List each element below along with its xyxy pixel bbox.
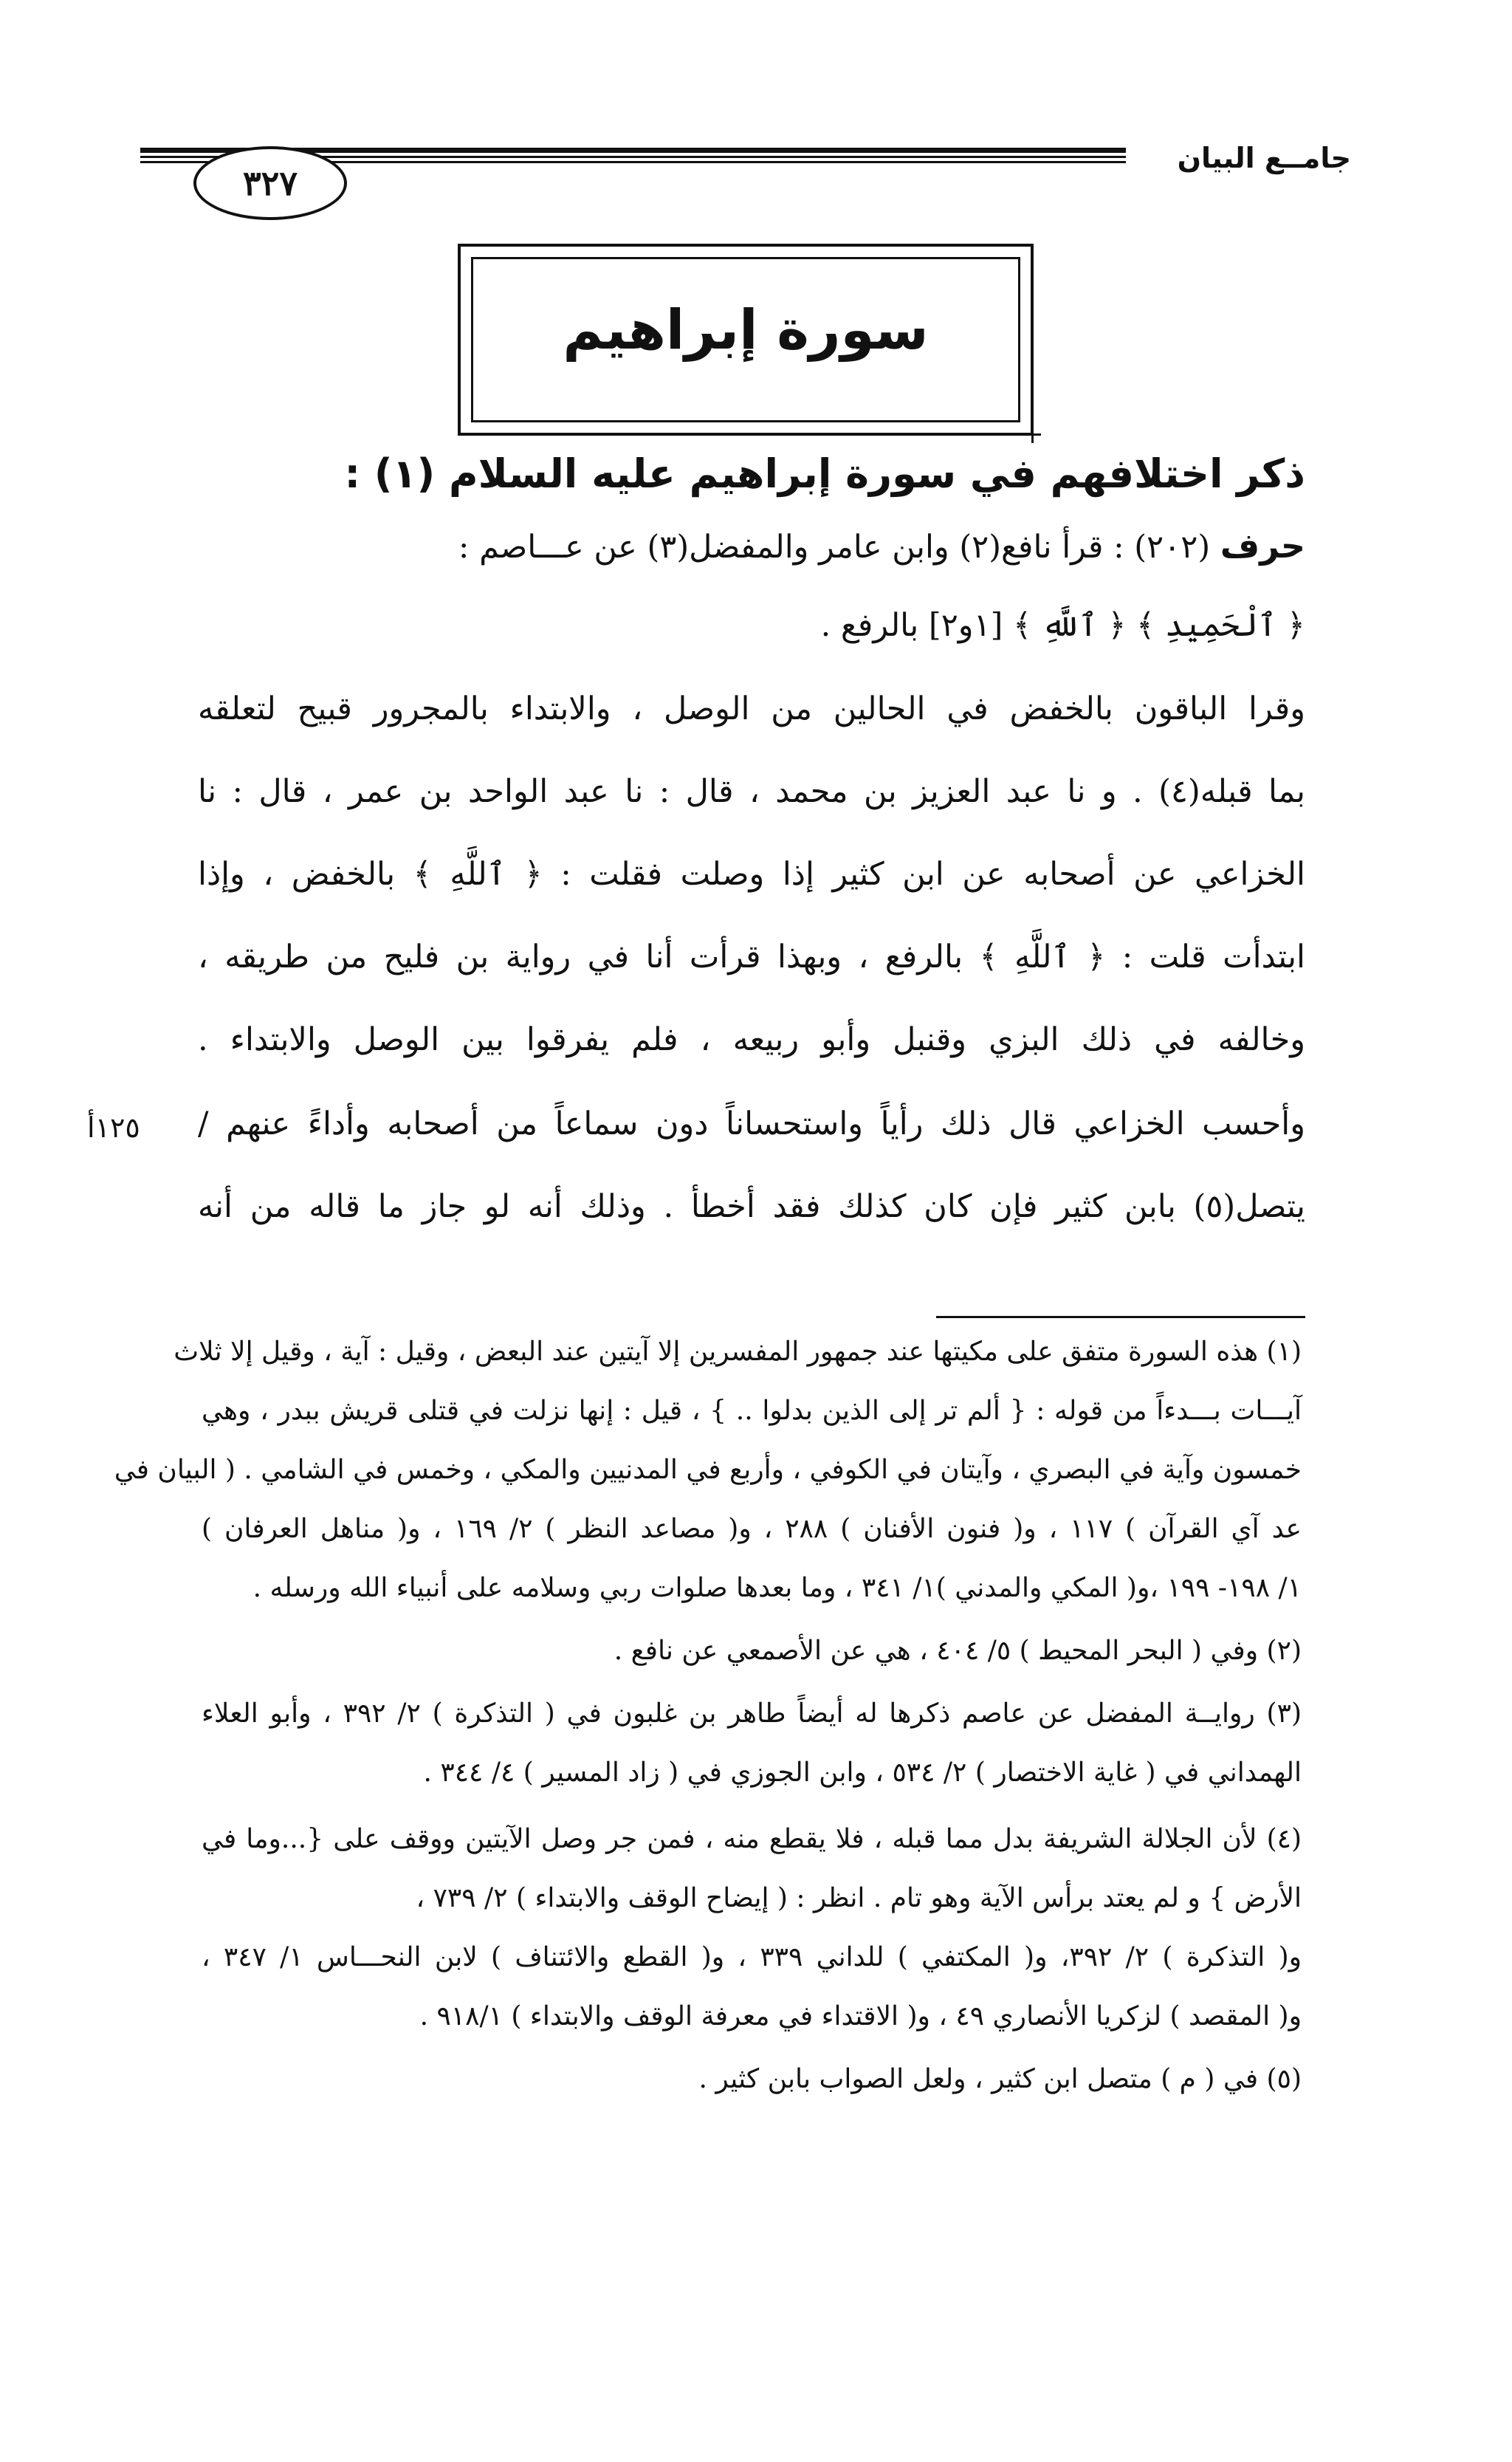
body-line: ﴿ ٱلْحَمِيدِ ﴾ ﴿ ٱللَّهِ ﴾ [١و٢] بالرفع . <box>820 607 1305 644</box>
section-heading: ذكر اختلافهم في سورة إبراهيم عليه السلام (١) : <box>344 450 1305 497</box>
box-shadow-right <box>1031 254 1041 443</box>
surah-title: سورة إبراهيم <box>563 298 929 362</box>
page-number: ٣٢٧ <box>193 146 347 220</box>
body-line <box>198 526 1305 566</box>
footnote-line: (٤) لأن الجلالة الشريفة بدل مما قبله ، فلا يقطع منه ، فمن جر وصل الآيتين ووقف على {...وما في <box>202 1824 1302 1854</box>
footnote-line: (٢) وفي ( البحر المحيط ) ٥/ ٤٠٤ ، هي عن الأصمعي عن نافع . <box>614 1636 1302 1666</box>
footnote-line: خمسون وآية في البصري ، وآيتان في الكوفي ، وأربع في المدنيين والمكي ، وخمس في الشامي . ( البيان في <box>114 1455 1302 1485</box>
body-line: يتصل(٥) بابن كثير فإن كان كذلك فقد أخطأ . وذلك أنه لو جاز ما قاله من أنه <box>198 1188 1305 1225</box>
footnote-line: (١) هذه السورة متفق على مكيتها عند جمهور المفسرين إلا آيتين عند البعض ، وقيل : آية ، وقيل إلا ثلاث <box>173 1337 1302 1367</box>
harf-label: حرف <box>1220 526 1305 566</box>
footnote-line: آيـــات بـــدءاً من قوله : { ألم تر إلى الذين بدلوا .. } ، قيل : إنها نزلت في قتلى قريش ببدر ، وهي <box>202 1396 1302 1426</box>
footnote-line: الهمداني في ( غاية الاختصار ) ٢/ ٥٣٤ ، وابن الجوزي في ( زاد المسير ) ٤/ ٣٤٤ . <box>423 1758 1302 1788</box>
footnote-line: و( التذكرة ) ٢/ ٣٩٢، و( المكتفي ) للداني ٣٣٩ ، و( القطع والائتناف ) لابن النحـــاس ١/ ٣٤٧ ، <box>202 1942 1302 1972</box>
footnote-separator <box>936 1316 1305 1318</box>
book-title: جامــع البيان <box>1177 142 1351 174</box>
header-rule <box>140 148 1126 203</box>
footnote-line: عد آي القرآن ) ١١٧ ، و( فنون الأفنان ) ٢٨٨ ، و( مصاعد النظر ) ٢/ ١٦٩ ، و( مناهل العرفان ) <box>202 1514 1302 1544</box>
running-header <box>140 124 1351 213</box>
footnote-line: (٥) في ( م ) متصل ابن كثير ، ولعل الصواب بابن كثير . <box>698 2064 1302 2094</box>
body-line-text: (٢٠٢) : قرأ نافع(٢) وابن عامر والمفضل(٣) عن عـــاصم : <box>458 529 1220 566</box>
box-shadow-bottom <box>468 433 1041 443</box>
margin-folio-note: ١٢٥أ <box>87 1111 140 1144</box>
surah-title-box <box>458 244 1034 436</box>
body-line: وأحسب الخزاعي قال ذلك رأياً واستحساناً دون سماعاً من أصحابه وأداءً عنهم / <box>198 1105 1305 1142</box>
footnote-line: ١/ ١٩٨- ١٩٩ ،و( المكي والمدني )١/ ٣٤١ ، وما بعدها صلوات ربي وسلامه على أنبياء الله ورسله . <box>252 1573 1302 1603</box>
body-line: ابتدأت قلت : ﴿ ٱللَّهِ ﴾ بالرفع ، وبهذا قرأت أنا في رواية بن فليح من طريقه ، <box>198 939 1305 975</box>
body-line: الخزاعي عن أصحابه عن ابن كثير إذا وصلت فقلت : ﴿ ٱللَّهِ ﴾ بالخفض ، وإذا <box>198 856 1305 893</box>
body-line: وخالفه في ذلك البزي وقنبل وأبو ربيعه ، فلم يفرقوا بين الوصل والابتداء . <box>198 1021 1305 1058</box>
footnote-line: و( المقصد ) لزكريا الأنصاري ٤٩ ، و( الاقتداء في معرفة الوقف والابتداء ) ٩١٨/١ . <box>419 2001 1302 2031</box>
footnote-line: (٣) روايــة المفضل عن عاصم ذكرها له أيضاً طاهر بن غلبون في ( التذكرة ) ٢/ ٣٩٢ ، وأبو العلاء <box>202 1698 1302 1729</box>
footnote-line: الأرض } و لم يعتد برأس الآية وهو تام . انظر : ( إيضاح الوقف والابتداء ) ٢/ ٧٣٩ ، <box>416 1883 1302 1913</box>
body-line: وقرا الباقون بالخفض في الحالين من الوصل ، والابتداء بالمجرور قبيح لتعلقه <box>198 690 1305 727</box>
body-line: بما قبله(٤) . و نا عبد العزيز بن محمد ، قال : نا عبد الواحد بن عمر ، قال : نا <box>198 773 1305 810</box>
